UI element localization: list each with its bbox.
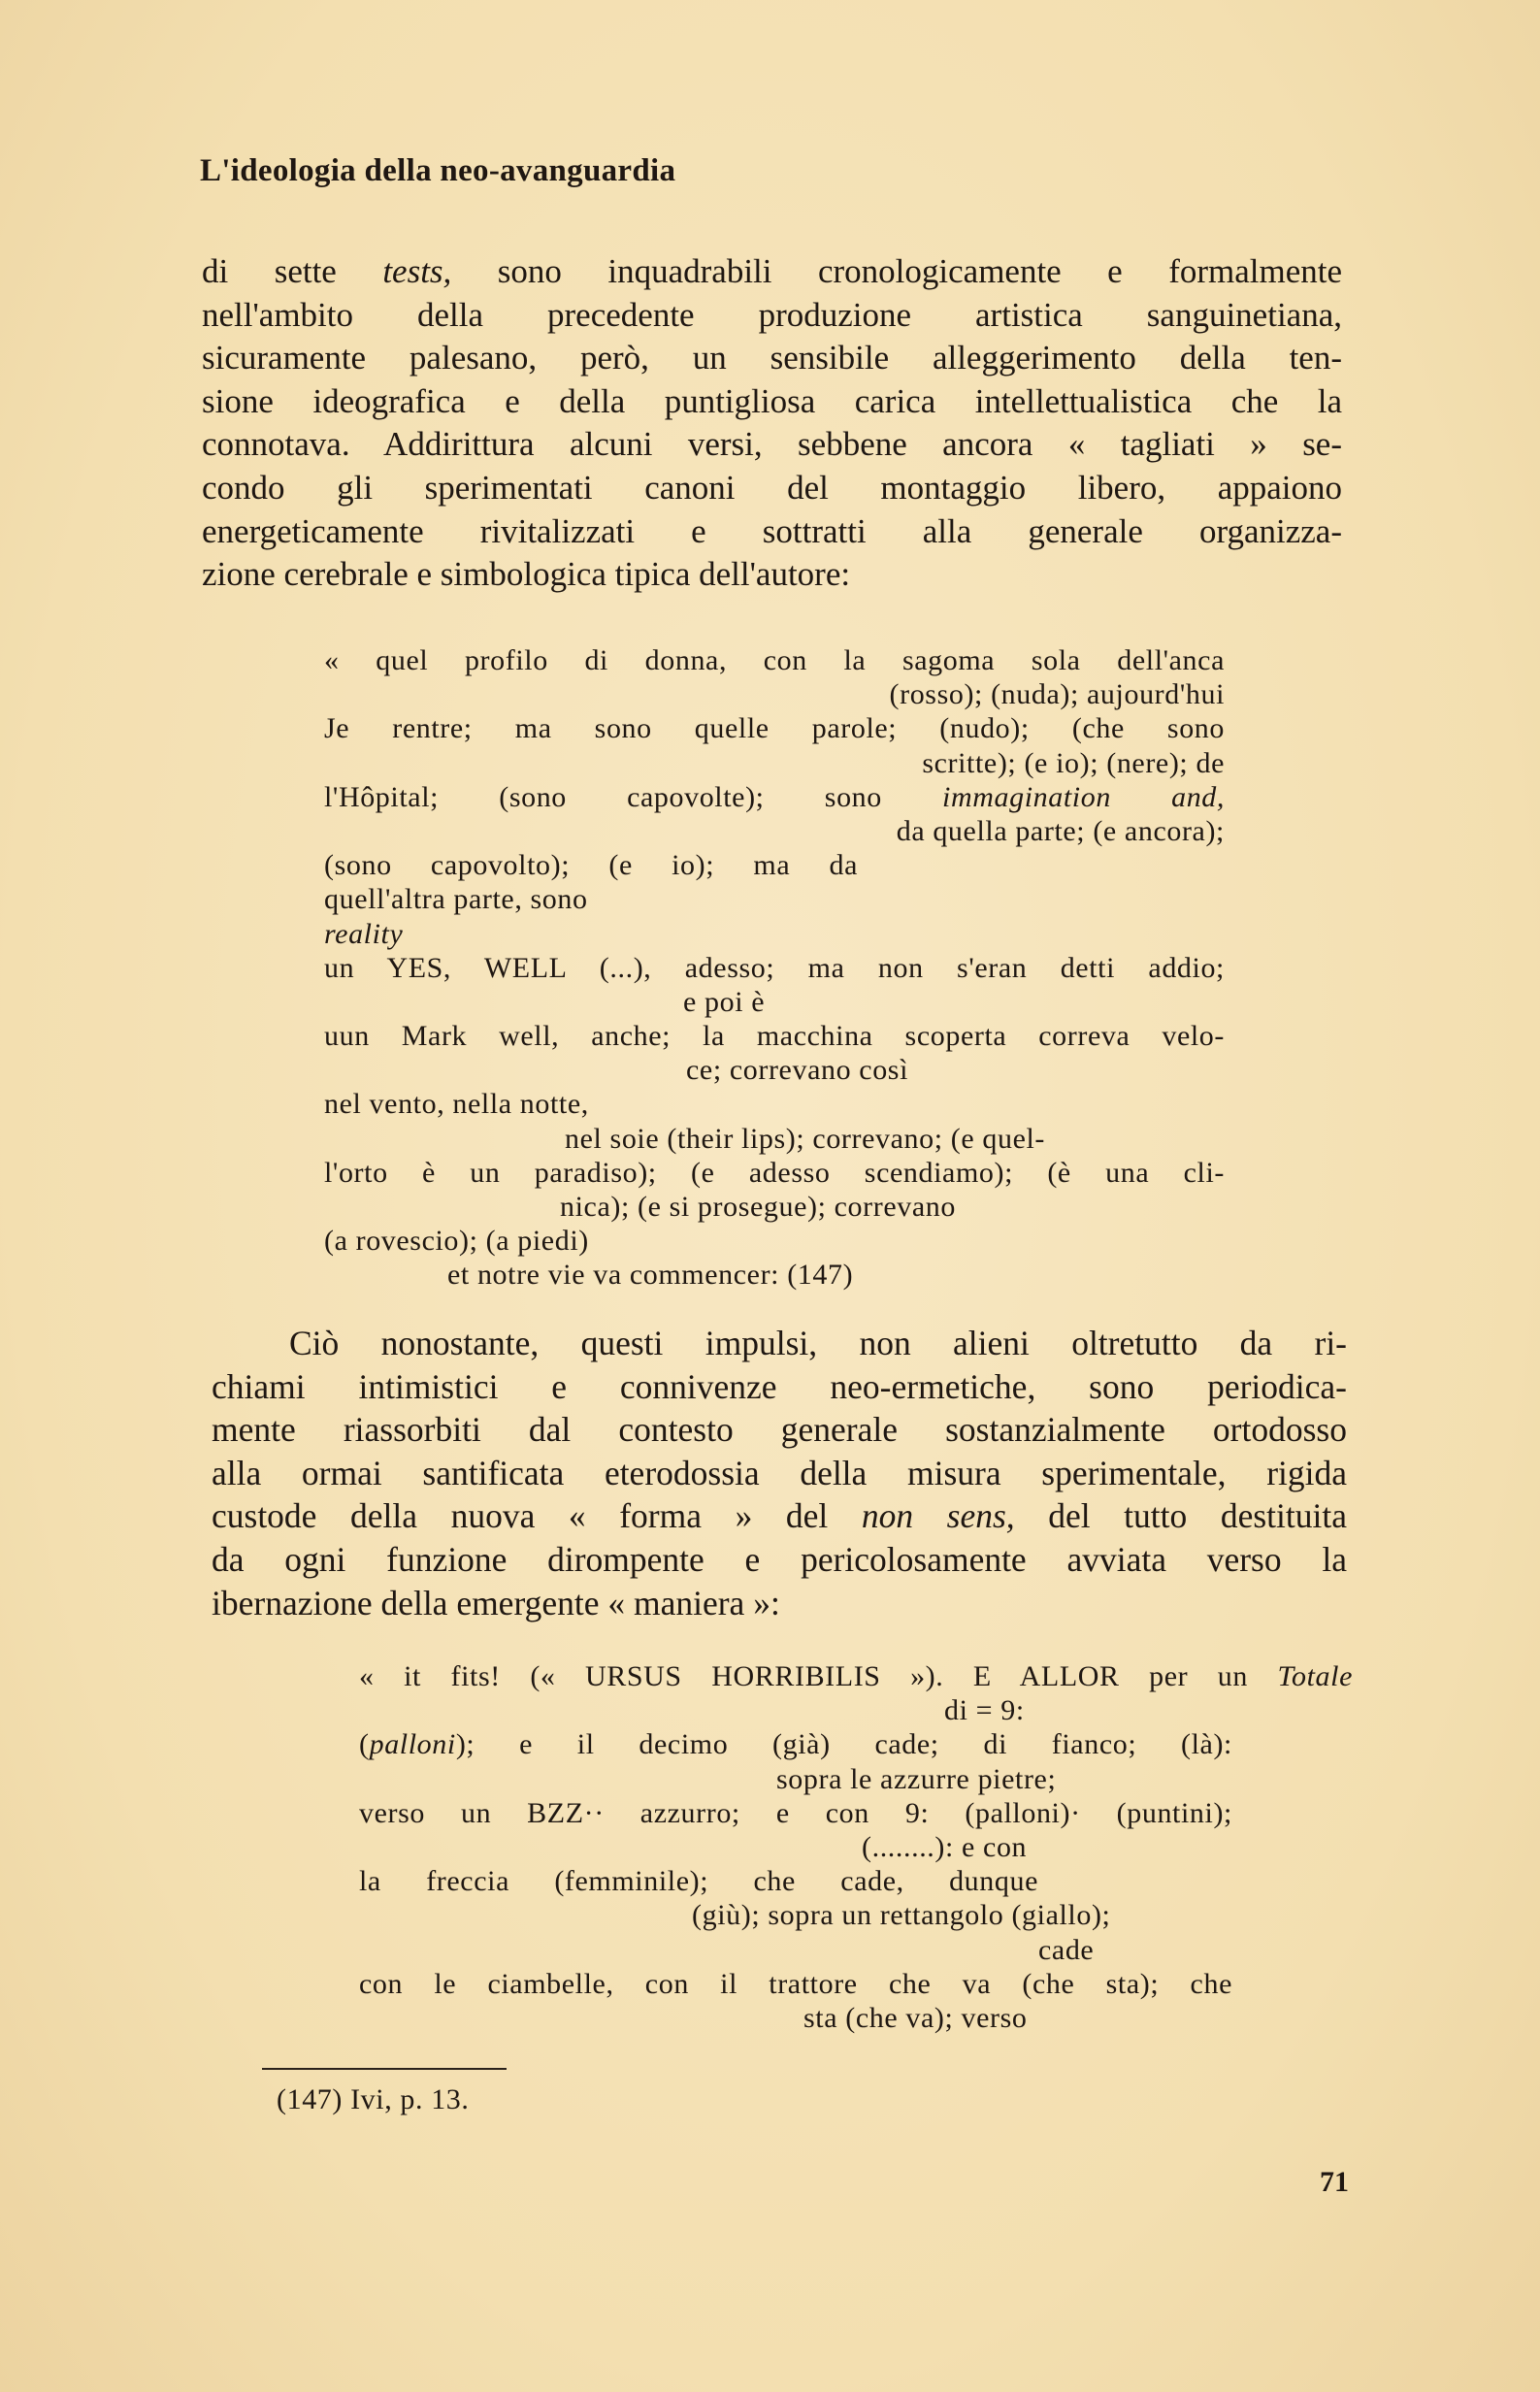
verse-line: et notre vie va commencer: (147) [447, 1259, 854, 1292]
verse-line: quell'altra parte, sono [324, 883, 588, 916]
verse-line: la freccia (femminile); che cade, dunque [359, 1865, 1038, 1898]
verse-quotation-1 [324, 643, 1225, 1293]
verse-line: « it fits! (« URSUS HORRIBILIS »). E ALLOR per un Totale [359, 1660, 1353, 1692]
text-line: zione cerebrale e simbologica tipica dell'autore: [202, 555, 851, 594]
text-line: Ciò nonostante, questi impulsi, non alieni oltretutto da ri- [289, 1324, 1347, 1362]
footnote: (147) Ivi, p. 13. [277, 2083, 470, 2115]
verse-line: sopra le azzurre pietre; [776, 1762, 1057, 1795]
text-line: da ogni funzione dirompente e pericolosamente avviata verso la [212, 1539, 1347, 1579]
running-head: L'ideologia della neo-avanguardia [200, 153, 676, 188]
text-line: condo gli sperimentati canoni del montaggio libero, appaiono [202, 468, 1342, 507]
verse-line: da quella parte; (e ancora); [896, 814, 1225, 847]
paragraph-1 [202, 250, 1342, 597]
footnote-rule [262, 2068, 507, 2070]
paragraph-2 [212, 1322, 1347, 1624]
verse-line: (rosso); (nuda); aujourd'hui [889, 678, 1225, 711]
verse-line: verso un BZZ·· azzurro; e con 9: (palloni)· (puntini); [359, 1796, 1232, 1829]
text-line: alla ormai santificata eterodossia della misura sperimentale, rigida [212, 1453, 1347, 1492]
verse-line: (giù); sopra un rettangolo (giallo); [692, 1899, 1111, 1932]
verse-line: Je rentre; ma sono quelle parole; (nudo); (che sono [324, 712, 1225, 745]
verse-line: (sono capovolto); (e io); ma da [324, 849, 858, 882]
text-line: nell'ambito della precedente produzione artistica sanguinetiana, [202, 295, 1342, 334]
verse-line: nel soie (their lips); correvano; (e quel- [565, 1122, 1046, 1155]
verse-line: (palloni); e il decimo (già) cade; di fianco; (là): [359, 1728, 1232, 1761]
verse-line: cade [1038, 1933, 1095, 1966]
verse-line: scritte); (e io); (nere); de [922, 746, 1225, 779]
text-line: connotava. Addirittura alcuni versi, sebbene ancora « tagliati » se- [202, 425, 1342, 464]
text-line: custode della nuova « forma » del non sens, del tutto destituita [212, 1496, 1347, 1536]
verse-line: con le ciambelle, con il trattore che va (che sta); che [359, 1967, 1232, 2000]
verse-line: uun Mark well, anche; la macchina scoperta correva velo- [324, 1020, 1225, 1053]
text-line: chiami intimistici e connivenze neo-ermetiche, sono periodica- [212, 1366, 1347, 1406]
verse-line: sta (che va); verso [803, 2001, 1028, 2034]
verse-line: « quel profilo di donna, con la sagoma sola dell'anca [324, 644, 1225, 676]
verse-line: l'orto è un paradiso); (e adesso scendiamo); (è una cli- [324, 1156, 1225, 1189]
text-line: mente riassorbiti dal contesto generale sostanzialmente ortodosso [212, 1410, 1347, 1450]
verse-line: nel vento, nella notte, [324, 1088, 589, 1121]
verse-line: nica); (e si prosegue); correvano [560, 1191, 956, 1223]
text-line: energeticamente rivitalizzati e sottratti alla generale organizza- [202, 511, 1342, 550]
text-line: ibernazione della emergente « maniera »: [212, 1583, 780, 1622]
page-number: 71 [1320, 2166, 1349, 2198]
verse-line: un YES, WELL (...), adesso; ma non s'eran detti addio; [324, 951, 1225, 984]
text-line: di sette tests, sono inquadrabili cronologicamente e formalmente [202, 252, 1343, 290]
verse-line: ce; correvano così [686, 1054, 909, 1087]
verse-line: l'Hôpital; (sono capovolte); sono immaginatio​n and, [324, 780, 1225, 813]
verse-line: e poi è [683, 985, 766, 1018]
verse-line: (........): e con [862, 1830, 1028, 1863]
verse-line: di = 9: [944, 1694, 1025, 1727]
text-line: sicuramente palesano, però, un sensibile alleggerimento della ten- [202, 339, 1342, 377]
verse-quotation-2 [359, 1659, 1353, 2035]
verse-line: reality [324, 917, 404, 950]
text-line: sione ideografica e della puntigliosa carica intellettualistica che la [202, 381, 1342, 420]
verse-line: (a rovescio); (a piedi) [324, 1225, 589, 1258]
